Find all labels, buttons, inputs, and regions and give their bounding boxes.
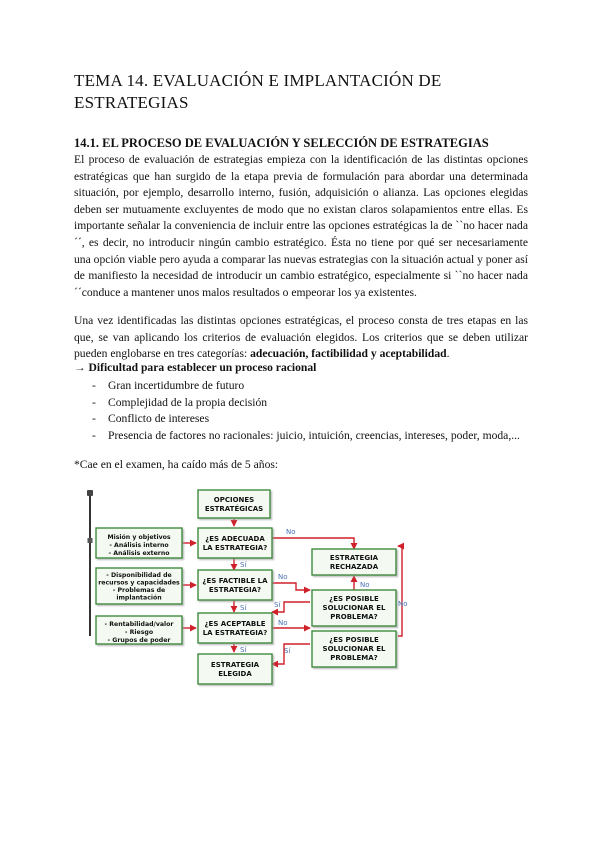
label-no-4: No [360, 581, 370, 589]
label-yes-5: Sí [284, 647, 291, 655]
list-item: - Gran incertidumbre de futuro [92, 378, 528, 395]
difficulty-list [92, 378, 528, 444]
label-yes-4: Sí [240, 646, 247, 654]
bar-cap-icon [87, 490, 93, 496]
paragraph-criteria [74, 313, 528, 363]
rejected-strategy-text: ESTRATEGIA RECHAZADA [329, 554, 379, 571]
list-item: - Conflicto de intereses [92, 411, 528, 428]
chosen-strategy-box [198, 654, 272, 684]
criteria-bold: adecuación, factibilidad y aceptabilidad [250, 347, 447, 361]
label-yes-1: Sí [240, 561, 247, 569]
criteria-end: . [446, 347, 450, 361]
arrow [272, 538, 354, 549]
rejected-strategy-box [312, 549, 396, 575]
question-feasible-text: ¿ES FACTIBLE LA ESTRATEGIA? [202, 577, 268, 594]
exam-note: *Cae en el examen, ha caído más de 5 años: [74, 458, 279, 471]
section-heading: 14.1. EL PROCESO DE EVALUACIÓN Y SELECCIÓN DE ESTRATEGIAS [74, 136, 489, 150]
question-acceptable-box [198, 613, 272, 643]
question-acceptable-text: ¿ES ACEPTABLE LA ESTRATEGIA? [202, 620, 268, 637]
input-text-3: - Rentabilidad/valor - Riesgo - Grupos de poder [104, 621, 174, 644]
chosen-strategy-text: ESTRATEGIA ELEGIDA [210, 661, 260, 678]
page-title: TEMA 14. EVALUACIÓN E IMPLANTACIÓN DE ESTRATEGIAS [74, 71, 442, 112]
solve-problem-text-2: ¿ES POSIBLE SOLUCIONAR EL PROBLEMA? [322, 636, 386, 662]
arrow [272, 644, 310, 664]
list-item: - Presencia de factores no racionales: juicio, intuición, creencias, intereses, poder, moda,... [92, 428, 528, 445]
label-yes-2: Sí [274, 601, 281, 609]
label-no-3: No [278, 619, 288, 627]
arrow [272, 583, 310, 590]
evaluation-flowchart [84, 486, 414, 690]
input-text-1: Misión y objetivos - Análisis interno - Análisis externo [107, 534, 171, 557]
options-text: OPCIONES ESTRATÉGICAS [204, 496, 264, 513]
question-adequate-text: ¿ES ADECUADA LA ESTRATEGIA? [202, 535, 268, 552]
subheading: → Dificultad para establecer un proceso racional [74, 361, 317, 374]
bar-mark-icon [88, 538, 93, 543]
arrow [398, 546, 402, 636]
label-no-1: No [286, 528, 296, 536]
criteria-text: Una vez identificadas las distintas opciones estratégicas, el proceso consta de tres etapas en las que, se van aplicando los criterios de evaluación elegidos. Los criterios que se deben utilizar pueden englobarse en tres categorías: [74, 314, 528, 361]
label-yes-3: Sí [240, 604, 247, 612]
question-feasible-box [198, 570, 272, 600]
label-no-5: No [398, 600, 408, 608]
question-adequate-box [198, 528, 272, 558]
input-text-2: - Disponibilidad de recursos y capacidades - Problemas de implantación [98, 572, 180, 602]
solve-problem-text-1: ¿ES POSIBLE SOLUCIONAR EL PROBLEMA? [322, 595, 386, 621]
paragraph-intro: El proceso de evaluación de estrategias empieza con la identificación de las distintas opciones estratégicas que han surgido de la etapa previa de formulación para abordar una determinada situación, por ejemplo, desarrollo interno, fusión, adquisición o alianza. Las opciones elegidas deben ser mutuamente excluyentes de modo que no existan claros solapamientos entre ellas. Es importante señalar la conveniencia de incluir entre las opciones estratégicas la de ``no hacer nada´´, es decir, no introducir ningún cambio estratégico. Ésta no tiene por qué ser necesariamente una opción viable pero ayuda a comparar las nuevas estrategias con la situación actual y poner así de manifiesto la necesidad de introducir un cambio estratégico, especialmente si ``no hacer nada´´conduce a mantener unos malos resultados o empeorar los ya existentes. [74, 153, 528, 299]
label-no-2: No [278, 573, 288, 581]
options-box [198, 490, 270, 518]
list-item: - Complejidad de la propia decisión [92, 395, 528, 412]
